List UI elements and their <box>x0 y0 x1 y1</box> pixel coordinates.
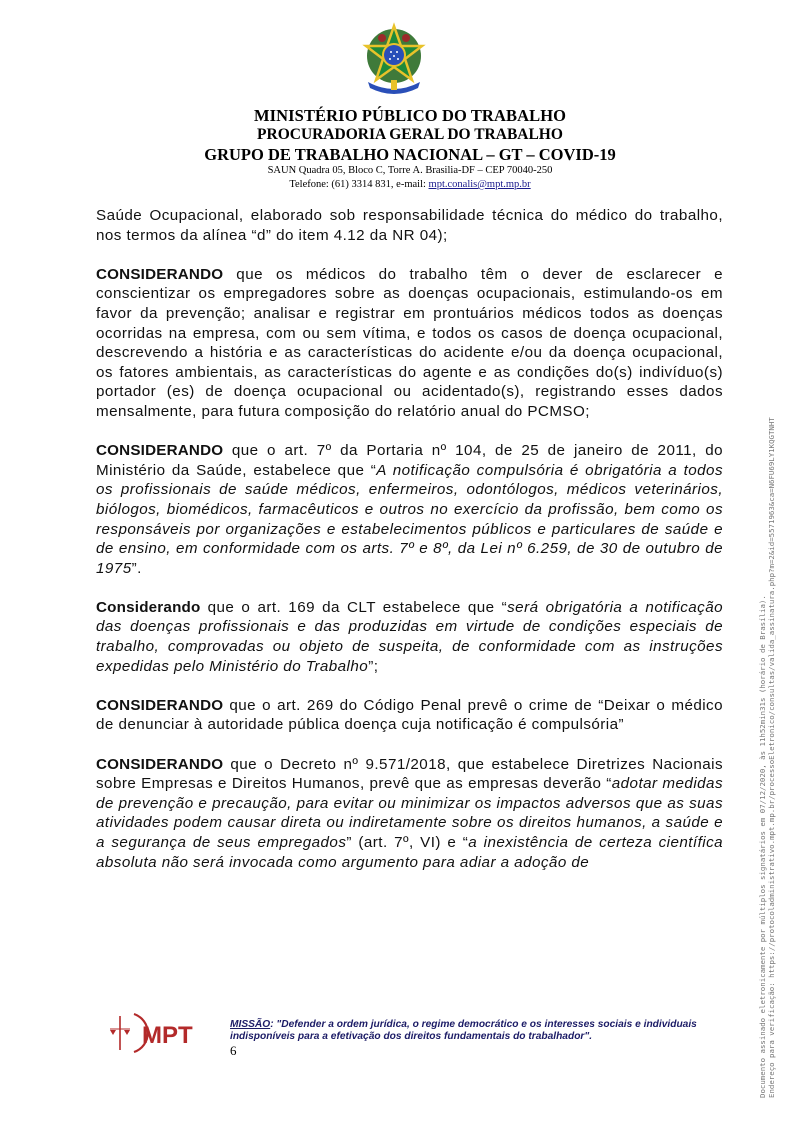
paragraph-continuation: Saúde Ocupacional, elaborado sob responsabilidade técnica do médico do trabalho, nos termos da alínea “d” do item 4.12 da NR 04); <box>96 207 723 244</box>
mission-text: : "Defender a ordem jurídica, o regime democrático e os interesses sociais e individuais indisponíveis para a efetivação dos direitos fundamentais do trabalhador". <box>230 1019 697 1042</box>
mpt-scales-logo-icon <box>104 1012 204 1054</box>
header-procuradoria: PROCURADORIA GERAL DO TRABALHO <box>257 126 563 143</box>
quote-decreto-1: adotar medidas de prevenção e precaução, para evitar ou minimizar os impactos adversos que as suas atividades podem causar direta ou indiretamente sobre os direitos humanos, a saúde e a segurança de seus empregados <box>96 775 723 851</box>
paragraph-considerando-1: CONSIDERANDO que os médicos do trabalho têm o dever de esclarecer e conscientizar os empregadores sobre as doenças ocupacionais, estimulando-os em favor da prevenção; analisar e registrar em prontuários médicos todos as doenças ocorridas na empresa, com ou sem vítima, e todos os casos de doença ocupacional, descrevendo a história e as características do acidente e/ou da doença ocupacional, os fatores ambientais, as características do agente e as condições do(s) indivíduo(s) portador (es) de doença ocupacional ou acidentado(s), registrando esses dados mensalmente, para futura composição do relatório anual do PCMSO; <box>96 265 723 420</box>
signature-verification-url[interactable]: Endereço para verificação: https://protocoladministrativo.mpt.mp.br/processoEletronico/consultas/valida_assinatura.php?m=2&id=5571963&ca=N6FU69LY1KQGTNHT <box>767 417 776 1098</box>
signature-stamp-line1: Documento assinado eletronicamente por múltiplos signatários em 07/12/2020, às 11h52min31s (horário de Brasília). <box>758 595 767 1098</box>
paragraph-considerando-4: CONSIDERANDO que o art. 269 do Código Penal prevê o crime de “Deixar o médico de denunciar à autoridade pública doença cuja notificação é compulsória” <box>96 696 723 734</box>
mission-label: MISSÃO <box>230 1019 271 1030</box>
svg-text:MPT: MPT <box>142 1022 193 1049</box>
paragraph-considerando-2: CONSIDERANDO que o art. 7º da Portaria nº 104, de 25 de janeiro de 2011, do Ministério da Saúde, estabelece que “A notificação compulsória é obrigatória a todos os profissionais de saúde médicos, enfermeiros, odontólogos, médicos veterinários, biólogos, biomédicos, farmacêuticos e outros no exercício da profissão, bem como os responsáveis por organizações e estabelecimentos públicos e particulares de saúde e de ensino, em conformidade com os arts. 7º e 8º, da Lei nº 6.259, de 30 de outubro de 1975”. <box>96 442 723 577</box>
considerando-lead: CONSIDERANDO <box>96 442 224 460</box>
considerando-lead: CONSIDERANDO <box>96 696 224 714</box>
signature-stamp <box>758 417 776 1098</box>
header-address: SAUN Quadra 05, Bloco C, Torre A. Brasilia-DF – CEP 70040-250 <box>267 165 553 176</box>
paragraph-considerando-3: Considerando que o art. 169 da CLT estabelece que “será obrigatória a notificação das doenças profissionais e das produzidas em virtude de condições especiais de trabalho, comprovadas ou objeto de suspeita, de conformidade com as instruções expedidas pelo Ministério do Trabalho”; <box>96 598 723 675</box>
quote-decreto-2: a inexistência de certeza científica absoluta não será invocada como argumento para adiar a adoção de <box>96 834 724 871</box>
quote-clt: será obrigatória a notificação das doenças profissionais e das produzidas em virtude de condições especiais de trabalho, comprovadas ou objeto de suspeita, de conformidade com as instruções expedidas pelo Ministério do Trabalho <box>96 598 723 675</box>
header-working-group: GRUPO DE TRABALHO NACIONAL – GT – COVID-19 <box>204 145 616 164</box>
header-phone: Telefone: (61) 3314 831, e-mail: <box>289 179 429 190</box>
brazil-coat-of-arms-icon <box>356 22 432 98</box>
header-contact <box>0 179 800 190</box>
page-number: 6 <box>230 1043 237 1058</box>
header-institution: MINISTÉRIO PÚBLICO DO TRABALHO <box>253 106 567 125</box>
mission-statement <box>230 1019 710 1042</box>
quote-portaria: A notificação compulsória é obrigatória a todos os profissionais de saúde médicos, enfermeiros, odontólogos, médicos veterinários, biólogos, biomédicos, farmacêuticos e outros no exercício da profissão, bem como os responsáveis por organizações e estabelecimentos públicos e particulares de saúde e de ensino, em conformidade com os arts. 7º e 8º, da Lei nº 6.259, de 30 de outubro de 1975 <box>96 461 723 577</box>
considerando-lead: CONSIDERANDO <box>96 265 224 283</box>
paragraph-considerando-5: CONSIDERANDO que o Decreto nº 9.571/2018, que estabelece Diretrizes Nacionais sobre Empresas e Direitos Humanos, prevê que as empresas deverão “adotar medidas de prevenção e precaução, para evitar ou minimizar os impactos adversos que as suas atividades podem causar direta ou indiretamente sobre os direitos humanos, a saúde e a segurança de seus empregados” (art. 7º, VI) e “a inexistência de certeza científica absoluta não será invocada como argumento para adiar a adoção de <box>96 755 724 871</box>
document-body <box>96 206 723 892</box>
considerando-lead: CONSIDERANDO <box>96 755 224 773</box>
email-link[interactable]: mpt.conalis@mpt.mp.br <box>428 179 531 190</box>
considerando-lead: Considerando <box>96 598 201 616</box>
